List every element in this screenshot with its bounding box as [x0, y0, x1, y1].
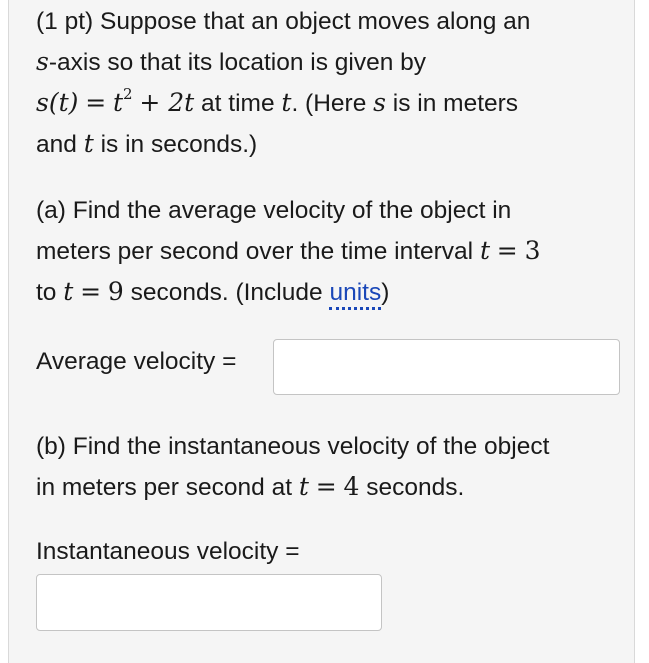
- part-b-line-2: in meters per second at t = 4 seconds.: [36, 472, 465, 501]
- problem-line-2: s-axis so that its location is given by: [36, 47, 427, 76]
- position-function: s(t): [36, 88, 79, 117]
- units-help-link[interactable]: units: [329, 279, 381, 310]
- exponent: 2: [123, 85, 133, 103]
- problem-line-1: (1 pt) Suppose that an object moves along an: [36, 8, 531, 35]
- part-a-question: (a) Find the average velocity of the object in meters per second over the time interval t = 3 to t = 9 seconds. (Include units): [36, 191, 620, 313]
- problem-line-4: and t is in seconds.): [36, 129, 258, 158]
- points-label: (1 pt): [36, 8, 94, 35]
- average-velocity-label: Average velocity =: [36, 348, 237, 375]
- problem-statement: [36, 2, 620, 165]
- instantaneous-velocity-label: Instantaneous velocity =: [36, 538, 300, 565]
- axis-variable: s: [36, 47, 49, 76]
- problem-line-3: $s(t) = t^2 + 2t$ at time t. (Here s is in meters: [36, 85, 519, 117]
- part-a-line-2: meters per second over the time interval t = 3: [36, 236, 541, 265]
- problem-panel: [8, 0, 635, 663]
- part-a-line-3: to t = 9 seconds. (Include units): [36, 272, 620, 313]
- part-b-question: (b) Find the instantaneous velocity of the object in meters per second at t = 4 seconds.: [36, 427, 620, 508]
- instantaneous-velocity-input[interactable]: [36, 574, 382, 631]
- average-velocity-input[interactable]: [273, 339, 620, 395]
